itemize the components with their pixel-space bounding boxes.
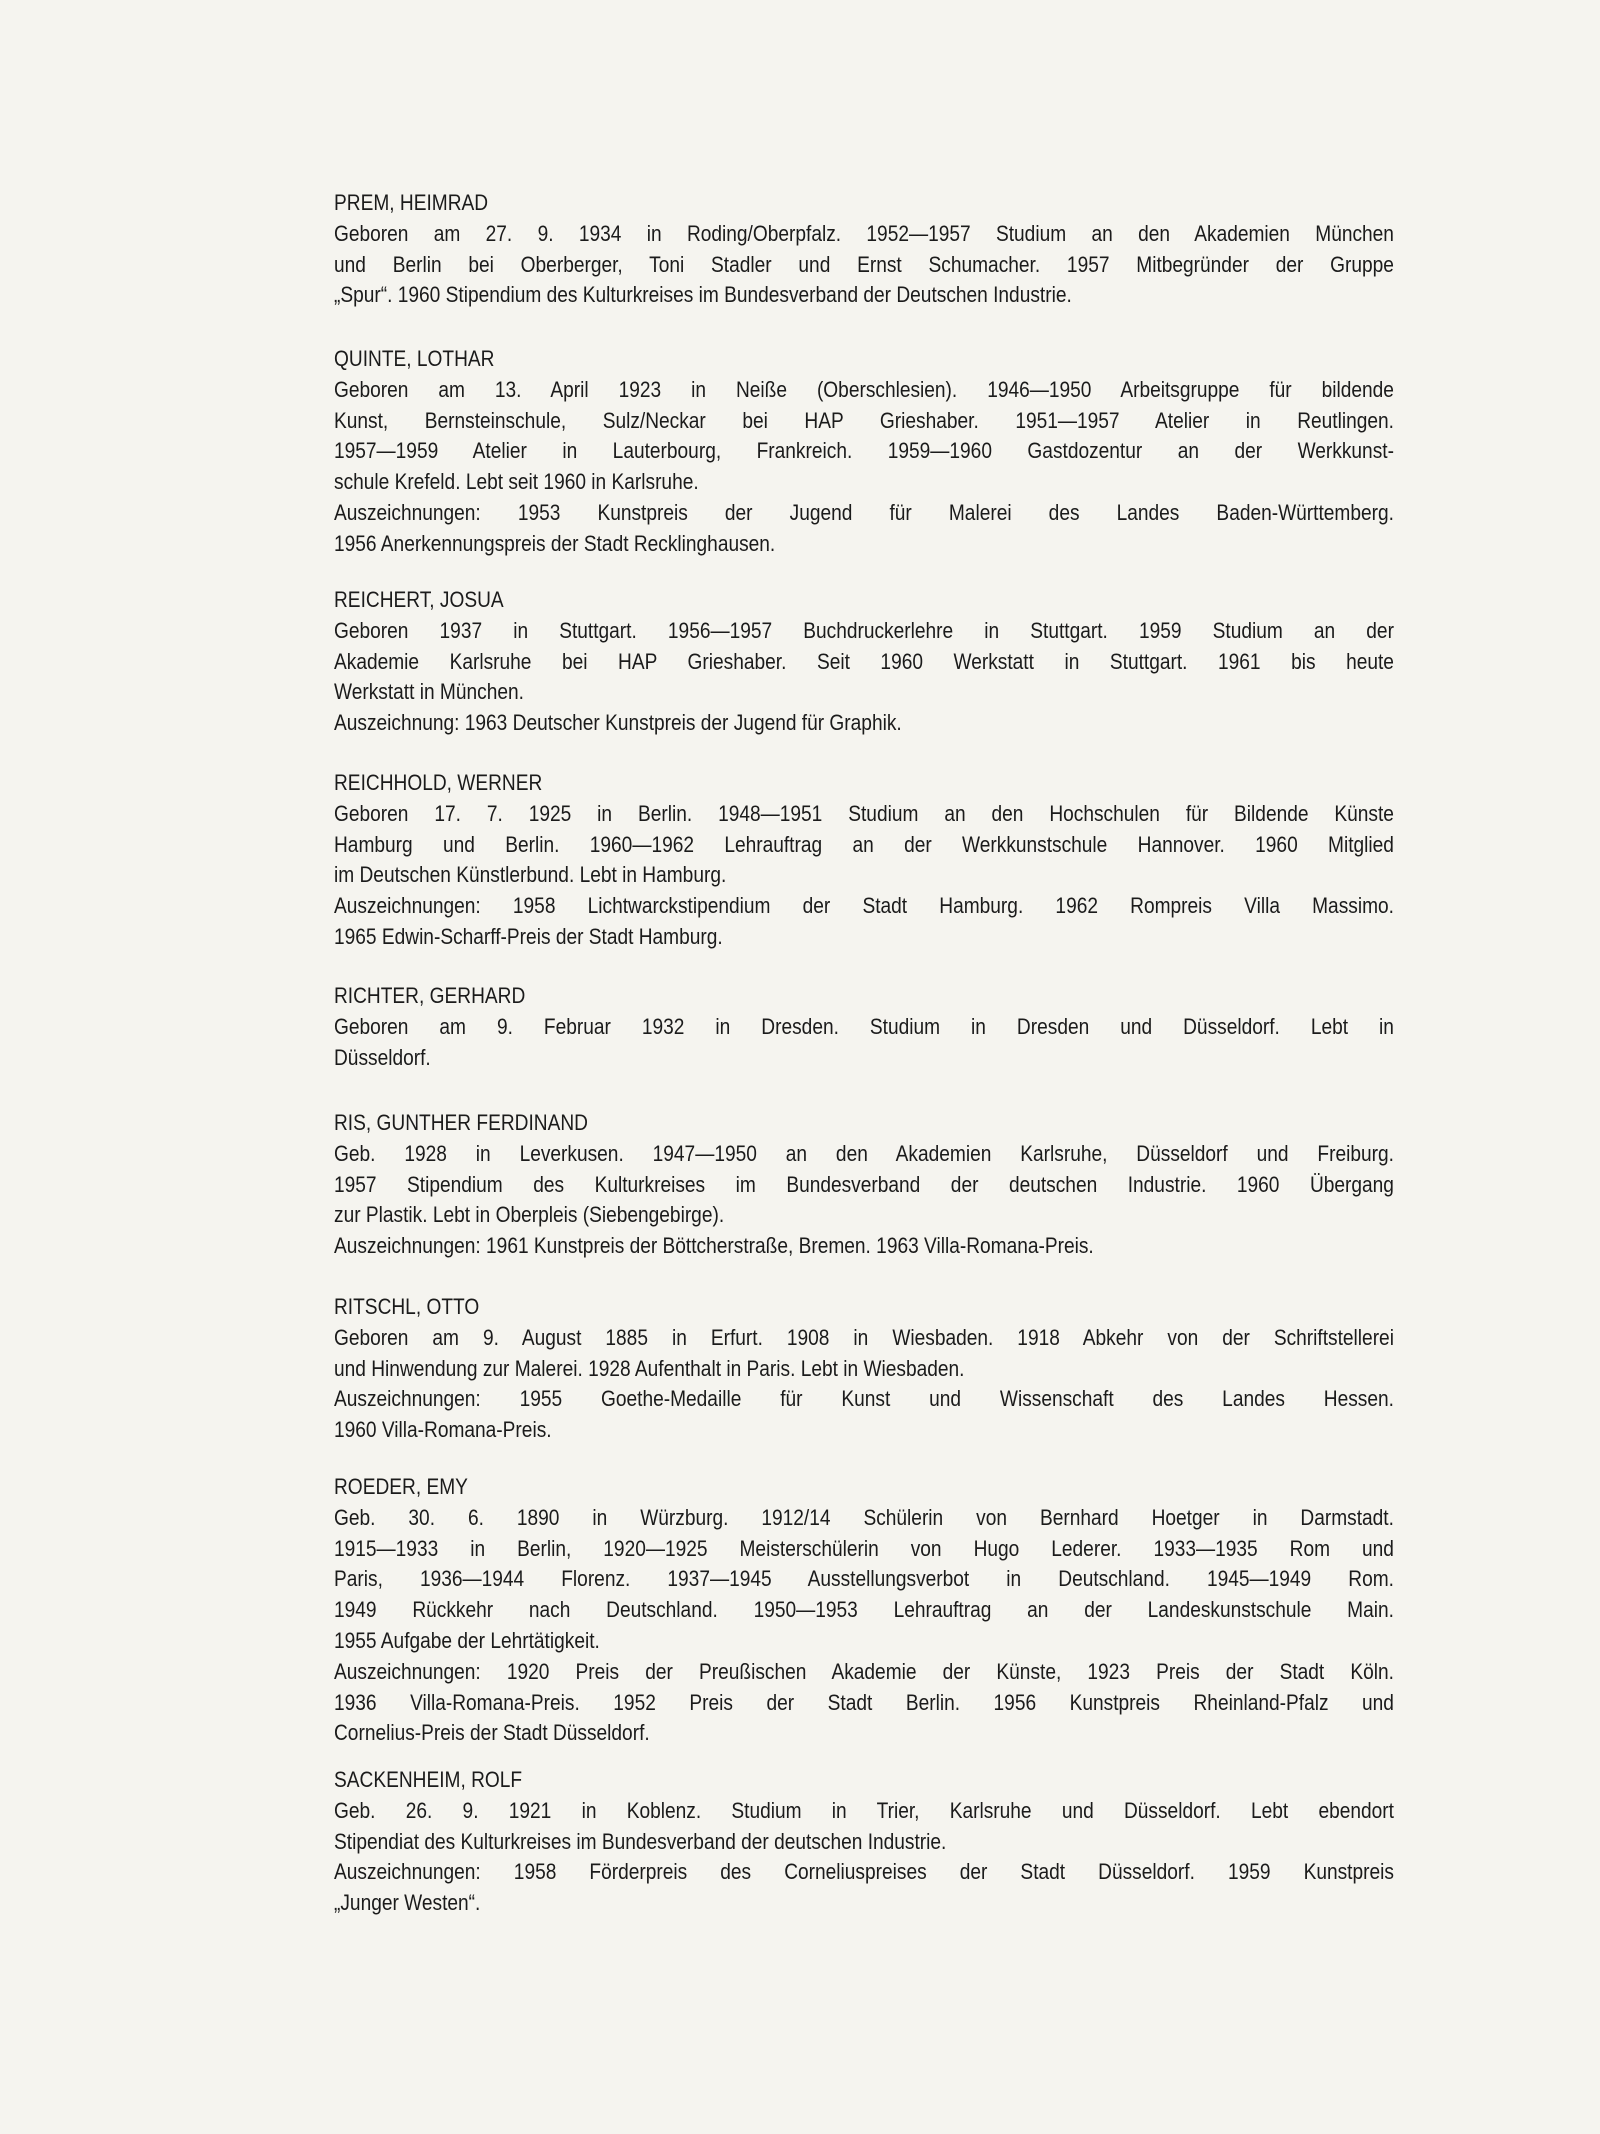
artist-entry [334, 188, 1394, 311]
artist-entry [334, 981, 1394, 1073]
awards-line: „Junger Westen“. [334, 1890, 481, 1916]
artist-name: PREM, HEIMRAD [334, 190, 489, 215]
biography-line: Geboren am 9. August 1885 in Erfurt. 1908 in Wiesbaden. 1918 Abkehr von der Schriftstellerei [334, 1324, 1394, 1350]
biography-line: Stipendiat des Kulturkreises im Bundesverband der deutschen Industrie. [334, 1828, 947, 1854]
biography-line: Geb. 26. 9. 1921 in Koblenz. Studium in Trier, Karlsruhe und Düsseldorf. Lebt ebendort [334, 1797, 1394, 1823]
biography-line: „Spur“. 1960 Stipendium des Kulturkreises im Bundesverband der Deutschen Industrie. [334, 282, 1072, 308]
biography-line: Geboren am 9. Februar 1932 in Dresden. Studium in Dresden und Düsseldorf. Lebt in [334, 1013, 1394, 1039]
awards-line: Auszeichnungen: 1920 Preis der Preußischen Akademie der Künste, 1923 Preis der Stadt Köln. [334, 1658, 1394, 1684]
biography-line: 1955 Aufgabe der Lehrtätigkeit. [334, 1627, 600, 1653]
awards-line: 1936 Villa-Romana-Preis. 1952 Preis der Stadt Berlin. 1956 Kunstpreis Rheinland-Pfalz und [334, 1689, 1394, 1715]
biography-line: Geboren am 27. 9. 1934 in Roding/Oberpfalz. 1952—1957 Studium an den Akademien München [334, 220, 1394, 246]
biography-line: Geboren 1937 in Stuttgart. 1956—1957 Buchdruckerlehre in Stuttgart. 1959 Studium an der [334, 617, 1394, 643]
artist-entry [334, 768, 1394, 953]
biography-line: und Hinwendung zur Malerei. 1928 Aufenthalt in Paris. Lebt in Wiesbaden. [334, 1355, 965, 1381]
awards-line: Auszeichnungen: 1953 Kunstpreis der Jugend für Malerei des Landes Baden-Württemberg. [334, 499, 1394, 525]
awards-line: Auszeichnungen: 1955 Goethe-Medaille für Kunst und Wissenschaft des Landes Hessen. [334, 1386, 1394, 1412]
awards-line: Auszeichnungen: 1958 Lichtwarckstipendium der Stadt Hamburg. 1962 Rompreis Villa Massimo. [334, 893, 1394, 919]
artist-entry [334, 1472, 1394, 1749]
artist-name: RICHTER, GERHARD [334, 983, 526, 1008]
artist-entry [334, 1292, 1394, 1446]
artist-name: REICHERT, JOSUA [334, 587, 504, 612]
biography-line: schule Krefeld. Lebt seit 1960 in Karlsruhe. [334, 469, 699, 495]
biography-line: Geboren am 13. April 1923 in Neiße (Oberschlesien). 1946—1950 Arbeitsgruppe für bildende [334, 376, 1394, 402]
biography-line: Paris, 1936—1944 Florenz. 1937—1945 Ausstellungsverbot in Deutschland. 1945—1949 Rom. [334, 1566, 1394, 1592]
artist-entry [334, 1108, 1394, 1262]
artist-entry [334, 1765, 1394, 1919]
artist-name: SACKENHEIM, ROLF [334, 1767, 523, 1792]
artist-name: QUINTE, LOTHAR [334, 346, 495, 371]
artist-entry [334, 344, 1394, 560]
artist-name: RIS, GUNTHER FERDINAND [334, 1110, 588, 1135]
awards-line: Auszeichnung: 1963 Deutscher Kunstpreis der Jugend für Graphik. [334, 710, 902, 736]
awards-line: 1965 Edwin-Scharff-Preis der Stadt Hamburg. [334, 923, 723, 949]
biography-line: 1949 Rückkehr nach Deutschland. 1950—1953 Lehrauftrag an der Landeskunstschule Main. [334, 1597, 1394, 1623]
biography-line: 1957—1959 Atelier in Lauterbourg, Frankreich. 1959—1960 Gastdozentur an der Werkkunst- [334, 438, 1394, 464]
artist-name: ROEDER, EMY [334, 1474, 468, 1499]
biography-line: 1957 Stipendium des Kulturkreises im Bundesverband der deutschen Industrie. 1960 Übergang [334, 1171, 1394, 1197]
awards-line: Cornelius-Preis der Stadt Düsseldorf. [334, 1720, 650, 1746]
biography-line: Geboren 17. 7. 1925 in Berlin. 1948—1951 Studium an den Hochschulen für Bildende Künste [334, 800, 1394, 826]
artist-name: REICHHOLD, WERNER [334, 770, 543, 795]
biography-line: Kunst, Bernsteinschule, Sulz/Neckar bei HAP Grieshaber. 1951—1957 Atelier in Reutlingen. [334, 407, 1394, 433]
awards-line: 1956 Anerkennungspreis der Stadt Recklinghausen. [334, 530, 776, 556]
biography-line: 1915—1933 in Berlin, 1920—1925 Meisterschülerin von Hugo Lederer. 1933—1935 Rom und [334, 1535, 1394, 1561]
awards-line: Auszeichnungen: 1958 Förderpreis des Corneliuspreises der Stadt Düsseldorf. 1959 Kunstpreis [334, 1859, 1394, 1885]
biography-line: Akademie Karlsruhe bei HAP Grieshaber. Seit 1960 Werkstatt in Stuttgart. 1961 bis heute [334, 648, 1394, 674]
biography-line: im Deutschen Künstlerbund. Lebt in Hamburg. [334, 862, 727, 888]
biography-line: Geb. 1928 in Leverkusen. 1947—1950 an den Akademien Karlsruhe, Düsseldorf und Freiburg. [334, 1140, 1394, 1166]
biography-line: Geb. 30. 6. 1890 in Würzburg. 1912/14 Schülerin von Bernhard Hoetger in Darmstadt. [334, 1504, 1394, 1530]
biography-line: Werkstatt in München. [334, 679, 524, 705]
artist-name: RITSCHL, OTTO [334, 1294, 480, 1319]
biography-line: Düsseldorf. [334, 1044, 431, 1070]
artist-entry [334, 585, 1394, 739]
biography-line: und Berlin bei Oberberger, Toni Stadler und Ernst Schumacher. 1957 Mitbegründer der Gruppe [334, 251, 1394, 277]
biography-line: Hamburg und Berlin. 1960—1962 Lehrauftrag an der Werkkunstschule Hannover. 1960 Mitglied [334, 831, 1394, 857]
biography-line: zur Plastik. Lebt in Oberpleis (Siebengebirge). [334, 1202, 725, 1228]
awards-line: 1960 Villa-Romana-Preis. [334, 1417, 552, 1443]
awards-line: Auszeichnungen: 1961 Kunstpreis der Böttcherstraße, Bremen. 1963 Villa-Romana-Preis. [334, 1233, 1094, 1259]
